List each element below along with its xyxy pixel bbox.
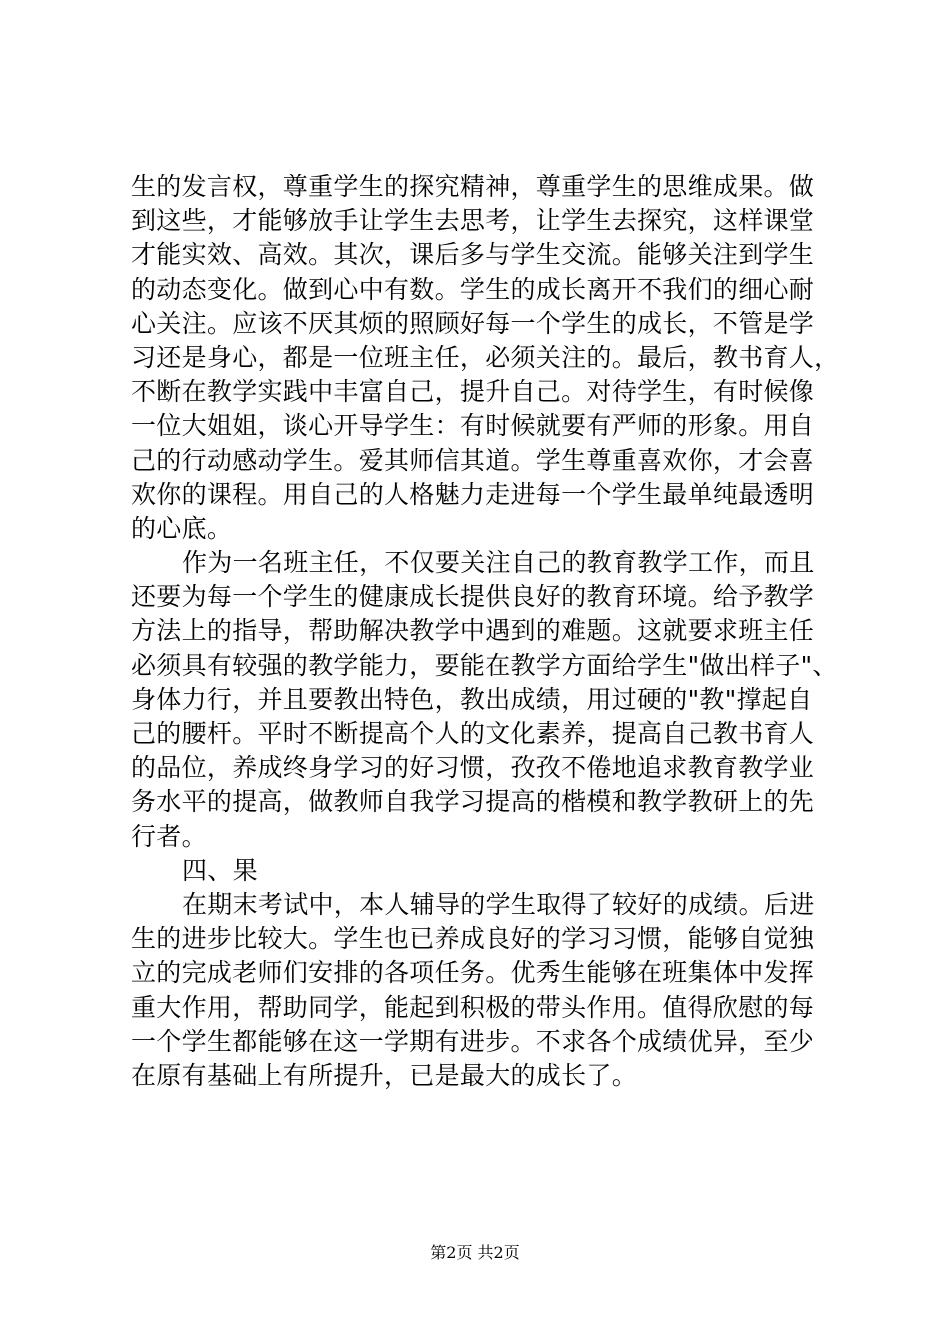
text-line: 重大作用，帮助同学，能起到积极的带头作用。值得欣慰的每 <box>131 992 815 1022</box>
text-line: 的动态变化。做到心中有数。学生的成长离开不我们的细心耐 <box>131 274 815 304</box>
text-line: 身体力行，并且要教出特色，教出成绩，用过硬的"教"撑起自 <box>131 684 813 714</box>
text-line: 生的发言权，尊重学生的探究精神，尊重学生的思维成果。做 <box>131 172 815 201</box>
text-line: 必须具有较强的教学能力，要能在教学方面给学生"做出样子"、 <box>131 650 838 680</box>
text-line: 务水平的提高，做教师自我学习提高的楷模和教学教研上的先 <box>131 787 815 817</box>
text-line: 立的完成老师们安排的各项任务。优秀生能够在班集体中发挥 <box>131 958 815 988</box>
text-line: 在期末考试中，本人辅导的学生取得了较好的成绩。后进 <box>182 889 815 919</box>
text-line: 作为一名班主任，不仅要关注自己的教育教学工作，而且 <box>182 548 815 578</box>
text-line: 习还是身心，都是一位班主任，必须关注的。最后，教书育人， <box>131 342 840 372</box>
text-line: 的心底。 <box>131 513 233 543</box>
text-line: 才能实效、高效。其次，课后多与学生交流。能够关注到学生 <box>131 240 815 270</box>
text-line: 的品位，养成终身学习的好习惯，孜孜不倦地追求教育教学业 <box>131 753 815 783</box>
text-line: 己的行动感动学生。爱其师信其道。学生尊重喜欢你，才会喜 <box>131 445 815 475</box>
text-line: 不断在教学实践中丰富自己，提升自己。对待学生，有时候像 <box>131 377 815 407</box>
text-line: 己的腰杆。平时不断提高个人的文化素养，提高自己教书育人 <box>131 719 815 748</box>
text-line: 心关注。应该不厌其烦的照顾好每一个学生的成长，不管是学 <box>131 308 815 338</box>
section-heading: 四、果 <box>182 855 258 885</box>
text-line: 一位大姐姐，谈心开导学生：有时候就要有严师的形象。用自 <box>131 411 815 441</box>
text-line: 欢你的课程。用自己的人格魅力走进每一个学生最单纯最透明 <box>131 479 815 509</box>
text-line: 在原有基础上有所提升，已是最大的成长了。 <box>131 1060 638 1090</box>
text-line: 还要为每一个学生的健康成长提供良好的教育环境。给予教学 <box>131 582 815 612</box>
text-line: 生的进步比较大。学生也已养成良好的学习习惯，能够自觉独 <box>131 924 815 954</box>
text-line: 行者。 <box>131 821 207 851</box>
text-line: 方法上的指导，帮助解决教学中遇到的难题。这就要求班主任 <box>131 616 815 646</box>
body-text <box>131 170 840 1093</box>
text-line: 一个学生都能够在这一学期有进步。不求各个成绩优异，至少 <box>131 1026 815 1056</box>
text-line: 到这些，才能够放手让学生去思考，让学生去探究，这样课堂 <box>131 206 815 236</box>
page-footer: 第2页 共2页 <box>430 1243 520 1262</box>
